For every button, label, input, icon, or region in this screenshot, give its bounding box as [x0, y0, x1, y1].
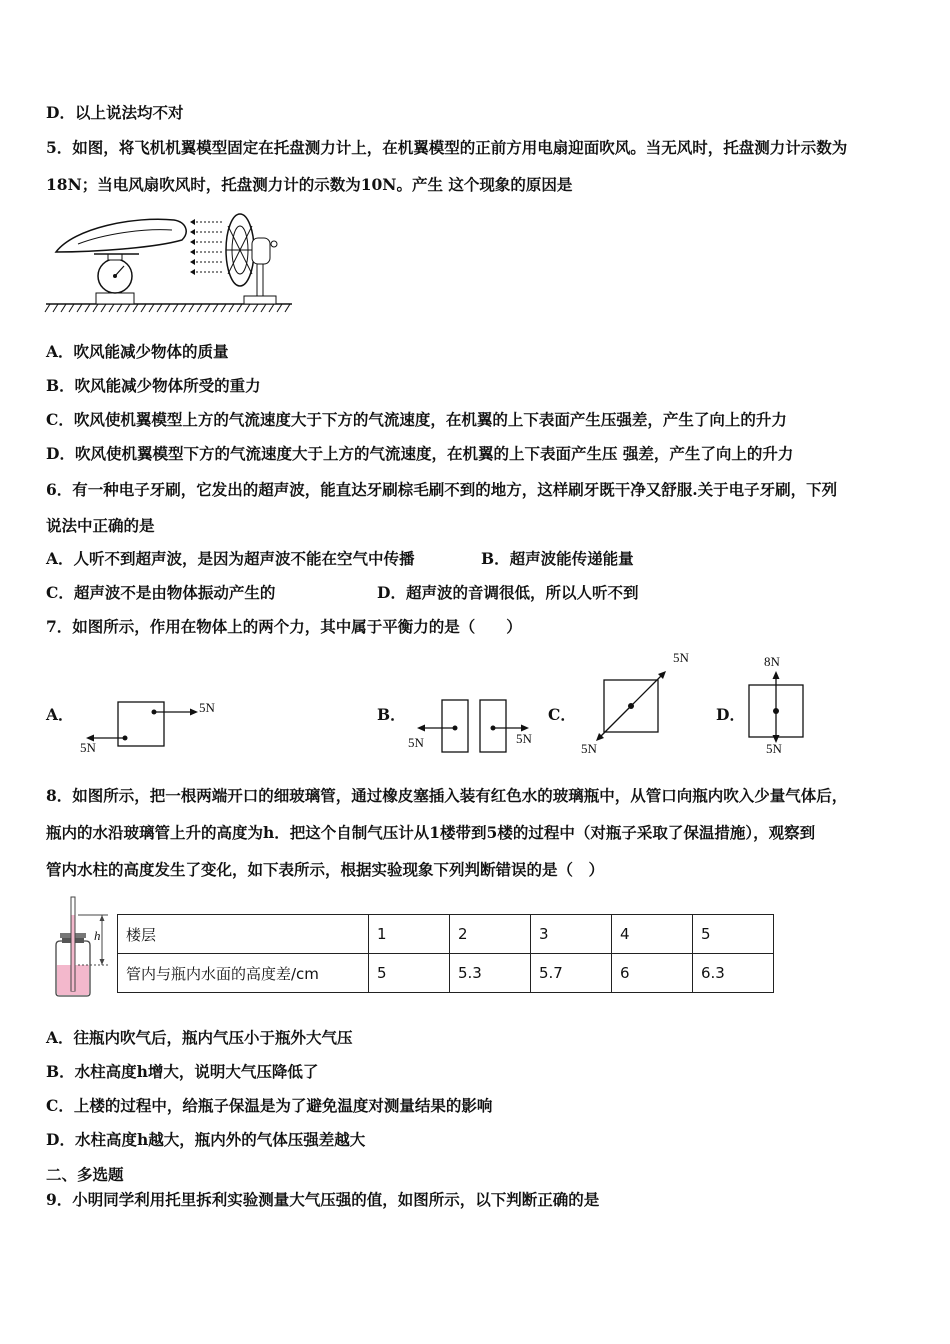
q7-figure-b [405, 700, 545, 760]
q8-option-c: C．上楼的过程中，给瓶子保温是为了避免温度对测量结果的影响 [46, 1096, 493, 1115]
q6-option-c: C．超声波不是由物体振动产生的 [46, 583, 276, 602]
q4-option-d: D．以上说法均不对 [46, 103, 184, 122]
q9-stem: 9．小明同学利用托里拆利实验测量大气压强的值，如图所示，以下判断正确的是 [46, 1190, 600, 1209]
q6-option-a: A．人听不到超声波，是因为超声波不能在空气中传播 [46, 549, 415, 568]
q7-label-b: B． [377, 705, 406, 724]
q7a-force-right: 5N [199, 700, 215, 715]
q8-stem-line2: 瓶内的水沿玻璃管上升的高度为h．把这个自制气压计从1楼带到5楼的过程中（对瓶子采取了保温措施），观察到 [46, 823, 816, 842]
q5-option-c: C．吹风使机翼模型上方的气流速度大于下方的气流速度，在机翼的上下表面产生压强差，产生了向上的升力 [46, 410, 787, 429]
q6-stem-line2: 说法中正确的是 [46, 516, 155, 535]
table-row [118, 954, 774, 993]
q7c-force-up: 5N [673, 650, 689, 665]
table-cell: 5 [369, 954, 450, 993]
q5-option-a: A．吹风能减少物体的质量 [46, 342, 229, 361]
table-cell: 楼层 [118, 915, 369, 954]
q7d-force-up: 8N [764, 654, 780, 669]
table-cell: 3 [531, 915, 612, 954]
q7-label-c: C． [548, 705, 576, 724]
table-cell: 6.3 [693, 954, 774, 993]
table-cell: 2 [450, 915, 531, 954]
q8-stem-line1: 8．如图所示，把一根两端开口的细玻璃管，通过橡皮塞插入装有红色水的玻璃瓶中，从管口向瓶内吹入少量气体后， [46, 786, 848, 805]
q8-stem-line3: 管内水柱的高度发生了变化，如下表所示，根据实验现象下列判断错误的是（ ） [46, 860, 605, 879]
q8-option-d: D．水柱高度h越大，瓶内外的气体压强差越大 [46, 1130, 366, 1149]
table-cell: 5.3 [450, 954, 531, 993]
table-cell: 5 [693, 915, 774, 954]
wing-fan-figure [44, 208, 299, 318]
q5-stem-line1: 5．如图，将飞机机翼模型固定在托盘测力计上，在机翼模型的正前方用电扇迎面吹风。当无风时，托盘测力计示数为 [46, 138, 848, 157]
q7b-force-left: 5N [408, 735, 424, 750]
barometer-bottle-figure [50, 893, 115, 1003]
table-cell: 1 [369, 915, 450, 954]
q7-figure-d [740, 665, 820, 745]
q7b-force-right: 5N [516, 731, 532, 746]
q5-stem-line2: 18N；当电风扇吹风时，托盘测力计的示数为10N。产生 这个现象的原因是 [46, 175, 573, 194]
q7a-force-left: 5N [80, 740, 96, 755]
q5-option-b: B．吹风能减少物体所受的重力 [46, 376, 261, 395]
section-title-multiple-choice: 二、多选题 [46, 1165, 124, 1184]
table-cell: 6 [612, 954, 693, 993]
q7d-force-down: 5N [766, 741, 782, 756]
table-cell: 5.7 [531, 954, 612, 993]
q7-stem: 7．如图所示，作用在物体上的两个力，其中属于平衡力的是（ ） [46, 617, 522, 636]
table-cell: 管内与瓶内水面的高度差/cm [118, 954, 369, 993]
q8-option-b: B．水柱高度h增大，说明大气压降低了 [46, 1062, 319, 1081]
q6-stem-line1: 6．有一种电子牙刷，它发出的超声波，能直达牙刷棕毛刷不到的地方，这样刷牙既干净又舒服.关于电子牙刷，下列 [46, 480, 838, 499]
q6-option-d: D．超声波的音调很低，所以人听不到 [377, 583, 639, 602]
q7-label-a: A． [46, 705, 74, 724]
q7c-force-down: 5N [581, 741, 597, 756]
q6-option-b: B．超声波能传递能量 [481, 549, 634, 568]
q5-option-d: D．吹风使机翼模型下方的气流速度大于上方的气流速度，在机翼的上下表面产生压 强差，产生了向上的升力 [46, 444, 794, 463]
table-cell: 4 [612, 915, 693, 954]
q7-label-d: D． [716, 705, 745, 724]
h-label: h [94, 928, 101, 943]
table-row [118, 915, 774, 954]
q8-option-a: A．往瓶内吹气后，瓶内气压小于瓶外大气压 [46, 1028, 353, 1047]
floor-height-table [117, 914, 774, 993]
